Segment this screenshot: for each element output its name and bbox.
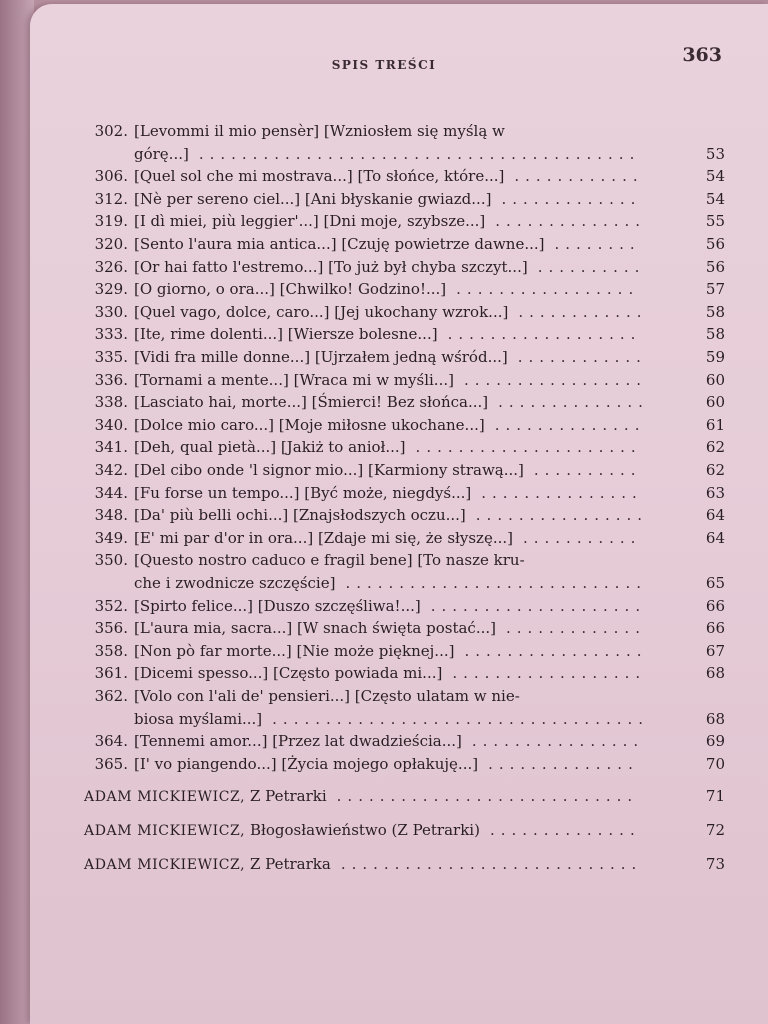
entry-page: 55	[705, 212, 725, 231]
toc-entry-line	[76, 527, 725, 549]
entry-number: 329.	[94, 280, 128, 299]
toc-entry-line	[76, 233, 725, 255]
entry-page: 56	[705, 257, 725, 276]
entry-page: 53	[705, 144, 725, 163]
entry-page: 67	[705, 641, 725, 660]
author-name: ADAM MICKIEWICZ,	[84, 823, 246, 840]
leader-dots: ...............	[481, 483, 643, 502]
entry-number: 349.	[94, 528, 128, 547]
entry-page: 69	[705, 732, 725, 751]
entry-title: [Da' più belli ochi...] [Znajsłodszych oczu...]	[134, 506, 466, 525]
entry-number: 341.	[94, 438, 128, 457]
leader-dots: ..................	[452, 664, 647, 683]
entry-number: 361.	[94, 664, 128, 683]
entry-title: [Levommi il mio pensèr] [Wzniosłem się myślą w	[134, 122, 505, 140]
toc-entry-line	[76, 369, 725, 391]
entry-title: [Non pò far morte...] [Nie może pięknej...]	[134, 641, 455, 660]
translation-title: Błogosławieństwo (Z Petrarki)	[249, 821, 480, 840]
translation-entry	[84, 785, 725, 808]
entry-title: [Dicemi spesso...] [Często powiada mi...]	[134, 664, 443, 683]
toc-entry-line	[76, 256, 725, 278]
leader-dots: ..............	[498, 393, 649, 412]
entry-page: 63	[705, 483, 725, 502]
leader-dots: ..............	[489, 821, 641, 840]
entry-title: [O giorno, o ora...] [Chwilko! Godzino!...]	[134, 280, 447, 299]
entry-page: 56	[705, 235, 725, 253]
leader-dots: .............	[501, 189, 642, 208]
entry-page: 68	[705, 709, 725, 728]
leader-dots: .....................	[415, 438, 642, 457]
leader-dots: ............................	[336, 787, 639, 806]
entry-number: 352.	[94, 596, 128, 615]
entry-number: 330.	[94, 302, 128, 321]
translation-title: Z Petrarka	[249, 855, 331, 874]
entry-number: 319.	[94, 212, 128, 231]
toc-entry-line	[76, 188, 725, 210]
leader-dots: ............	[514, 167, 644, 186]
entry-number: 342.	[94, 461, 128, 479]
entry-number: 350.	[94, 551, 128, 570]
entry-title: górę...]	[134, 144, 189, 163]
toc-entry-line	[76, 482, 725, 504]
entry-title: [Volo con l'ali de' pensieri...] [Często ulatam w nie-	[134, 687, 520, 705]
leader-dots: ..................	[447, 325, 642, 344]
entry-title: [I' vo piangendo...] [Życia mojego opłakuję...]	[134, 754, 479, 773]
leader-dots: ...........	[522, 528, 642, 547]
entry-title: [Quel vago, dolce, caro...] [Jej ukochany wzrok...]	[134, 302, 509, 321]
toc-entry-line	[76, 730, 725, 752]
entry-number: 365.	[94, 754, 128, 773]
leader-dots: ............................	[340, 855, 643, 874]
entry-title: che i zwodnicze szczęście]	[134, 574, 336, 592]
toc-entry-line	[76, 753, 725, 775]
toc-entry-line	[76, 459, 725, 481]
toc-entry-line	[76, 301, 725, 323]
entry-number: 362.	[94, 687, 128, 705]
toc-entry-line	[76, 436, 725, 458]
entry-title: [Quel sol che mi mostrava...] [To słońce, które...]	[134, 167, 505, 186]
toc-entry-line	[76, 278, 725, 300]
entry-number: 306.	[94, 167, 128, 186]
entry-title: [Tornami a mente...] [Wraca mi w myśli...]	[134, 370, 454, 389]
translation-entry	[84, 853, 725, 876]
leader-dots: ............................	[345, 574, 647, 592]
leader-dots: ................	[475, 506, 649, 525]
entry-page: 64	[705, 506, 725, 525]
entry-page: 65	[705, 574, 725, 592]
entry-page: 72	[705, 821, 725, 840]
toc-entry-line	[76, 595, 725, 617]
entry-number: 312.	[94, 189, 128, 208]
translation-title: Z Petrarki	[249, 787, 327, 806]
entry-title: [I dì miei, più leggier'...] [Dni moje, szybsze...]	[134, 212, 486, 231]
entry-number: 302.	[94, 122, 128, 140]
author-name: ADAM MICKIEWICZ,	[84, 857, 246, 874]
leader-dots: .........................................	[198, 144, 641, 163]
leader-dots: ..............	[488, 754, 639, 773]
leader-dots: .................	[463, 370, 648, 389]
entry-title: [E' mi par d'or in ora...] [Zdaje mi się, że słyszę...]	[134, 528, 513, 547]
page-number: 363	[682, 44, 722, 66]
leader-dots: ..............	[495, 212, 647, 231]
entry-title: [Spirto felice...] [Duszo szczęśliwa!...]	[134, 596, 421, 615]
translation-entry	[84, 819, 725, 842]
entry-page: 73	[705, 855, 725, 874]
entry-number: 358.	[94, 641, 128, 660]
leader-dots: ........	[554, 235, 641, 253]
entry-title: [Vidi fra mille donne...] [Ujrzałem jedną wśród...]	[134, 348, 508, 366]
entry-page: 60	[705, 370, 725, 389]
entry-title: [Ite, rime dolenti...] [Wiersze bolesne...]	[134, 325, 438, 344]
entry-number: 336.	[94, 370, 128, 389]
leader-dots: ...................................	[272, 709, 650, 728]
entry-title: [Lasciato hai, morte...] [Śmierci! Bez słońca...]	[134, 393, 489, 412]
entry-title: [L'aura mia, sacra...] [W snach święta postać...]	[134, 619, 496, 638]
leader-dots: .............	[505, 619, 646, 638]
entry-page: 70	[705, 754, 725, 773]
entry-page: 66	[705, 619, 725, 638]
toc-entry-line	[76, 662, 725, 684]
toc-entry-line	[76, 210, 725, 232]
entry-page: 58	[705, 325, 725, 344]
entry-title: [Dolce mio caro...] [Moje miłosne ukochane...]	[134, 415, 485, 434]
entry-title: [Questo nostro caduco e fragil bene] [To nasze kru-	[134, 551, 525, 570]
leader-dots: ............	[518, 302, 648, 321]
leader-dots: ....................	[430, 596, 647, 615]
entry-page: 54	[705, 167, 725, 186]
toc-entry-line	[76, 572, 725, 594]
leader-dots: ..........	[537, 257, 646, 276]
toc-entry-line	[76, 640, 725, 662]
entry-page: 57	[705, 280, 725, 299]
entry-page: 68	[705, 664, 725, 683]
entry-title: [Sento l'aura mia antica...] [Czuję powietrze dawne...]	[134, 235, 545, 253]
entry-page: 58	[705, 302, 725, 321]
entry-page: 62	[705, 461, 725, 479]
entry-number: 326.	[94, 257, 128, 276]
toc-entry-line	[76, 143, 725, 165]
entry-number: 335.	[94, 348, 128, 366]
toc-entry-line	[76, 323, 725, 345]
toc-entry-line	[76, 346, 725, 368]
toc-entry-line	[76, 120, 681, 142]
entry-page: 71	[705, 787, 725, 806]
entry-title: [Tennemi amor...] [Przez lat dwadzieścia...]	[134, 732, 462, 751]
toc-entry-line	[76, 549, 681, 571]
leader-dots: .................	[456, 280, 640, 299]
entry-page: 66	[705, 596, 725, 615]
entry-number: 356.	[94, 619, 128, 638]
entry-title: [Del cibo onde 'l signor mio...] [Karmiony strawą...]	[134, 461, 524, 479]
entry-number: 338.	[94, 393, 128, 412]
entry-number: 340.	[94, 415, 128, 434]
entry-title: biosa myślami...]	[134, 709, 263, 728]
entry-page: 54	[705, 189, 725, 208]
leader-dots: ..........	[533, 461, 642, 479]
entry-page: 60	[705, 393, 725, 412]
toc-entry-line	[76, 414, 725, 436]
entry-title: [Nè per sereno ciel...] [Ani błyskanie gwiazd...]	[134, 189, 492, 208]
toc-entry-line	[76, 391, 725, 413]
leader-dots: ................	[471, 732, 645, 751]
entry-title: [Fu forse un tempo...] [Być może, niegdyś...]	[134, 483, 472, 502]
entry-title: [Deh, qual pietà...] [Jakiż to anioł...]	[134, 438, 406, 457]
toc-entry-line	[76, 617, 725, 639]
toc-entry-line	[76, 504, 725, 526]
running-header: SPIS TREŚCI	[331, 58, 437, 72]
entry-page: 62	[705, 438, 725, 457]
entry-title: [Or hai fatto l'estremo...] [To już był chyba szczyt...]	[134, 257, 528, 276]
entry-number: 344.	[94, 483, 128, 502]
entry-page: 61	[705, 415, 725, 434]
entry-page: 64	[705, 528, 725, 547]
entry-number: 320.	[94, 235, 128, 253]
entry-page: 59	[705, 348, 725, 366]
toc-entry-line	[76, 165, 725, 187]
leader-dots: .................	[464, 641, 648, 660]
leader-dots: ..............	[494, 415, 646, 434]
entry-number: 348.	[94, 506, 128, 525]
leader-dots: ............	[517, 348, 647, 366]
author-name: ADAM MICKIEWICZ,	[84, 789, 246, 806]
toc-entry-line	[76, 708, 725, 730]
entry-number: 364.	[94, 732, 128, 751]
entry-number: 333.	[94, 325, 128, 344]
toc-entry-line	[76, 685, 681, 707]
